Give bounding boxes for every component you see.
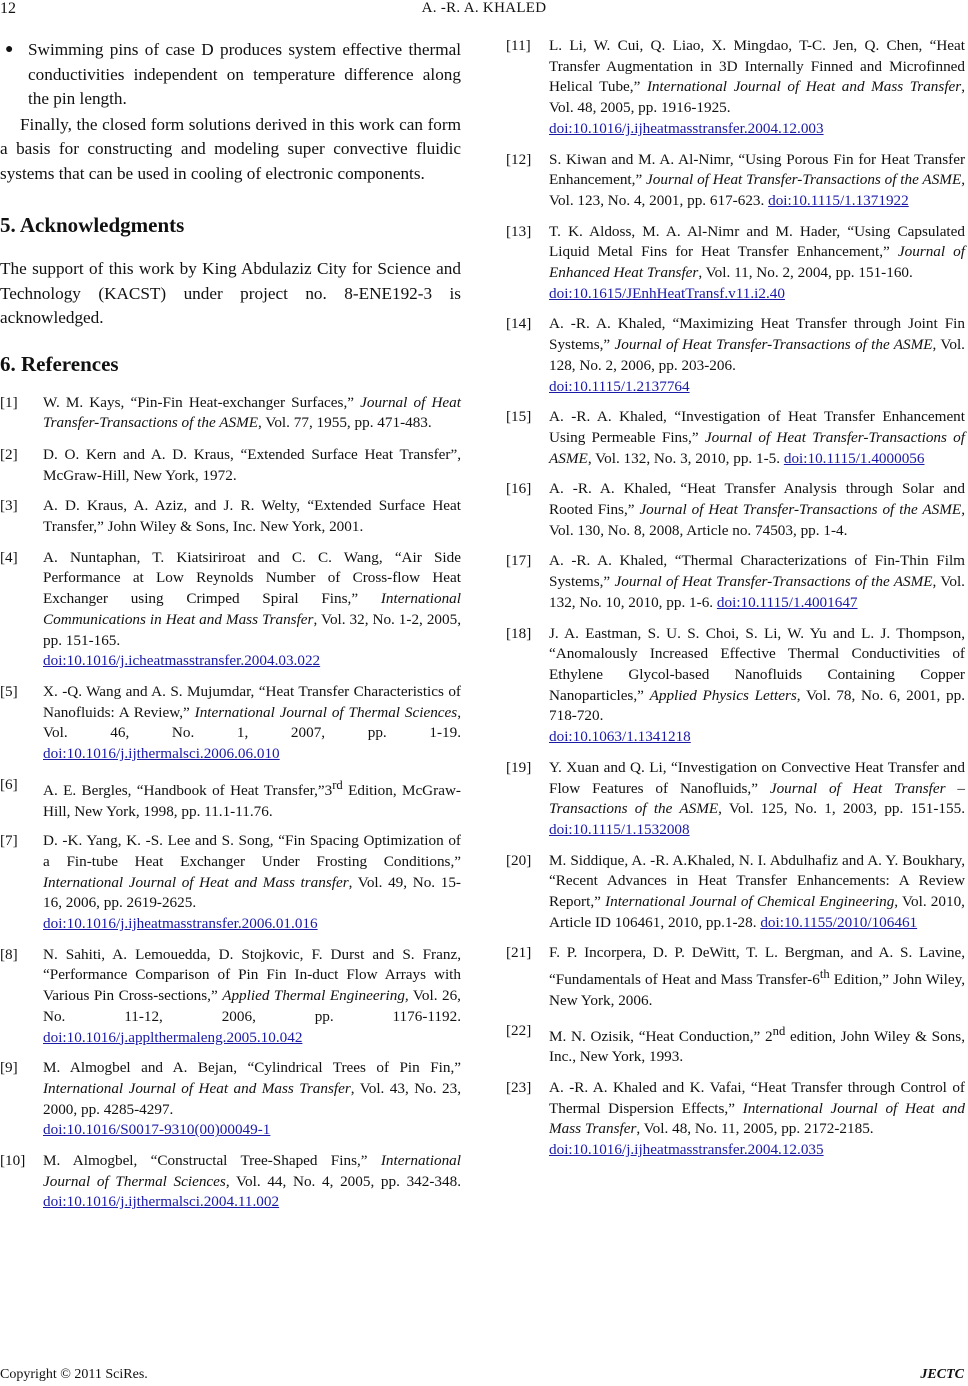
reference-item (0, 831, 461, 935)
reference-item (506, 624, 965, 748)
reference-text: N. Sahiti, A. Lemouedda, D. Stojkovic, F. Durst and S. Franz, “Performance Comparison of Pin Fin In-duct Flow Arrays with Various Pin Cross-sections,” (43, 945, 461, 1005)
reference-journal: Journal of Heat Transfer – Transactions of the ASME (549, 779, 965, 818)
reference-journal: International Journal of Heat and Mass Transfer (549, 1099, 965, 1138)
page-number: 12 (0, 0, 16, 17)
reference-number: [15] (506, 408, 532, 426)
reference-text: , Vol. 78, No. 6, 2001, pp. 718-720. (549, 686, 965, 725)
acknowledgments-text: The support of this work by King Abdulaziz City for Science and Technology (KACST) under project no. 8-ENE192-3 is acknowledged. (0, 259, 461, 327)
reference-number: [6] (0, 775, 18, 793)
reference-item (0, 445, 461, 486)
reference-item (0, 548, 461, 672)
reference-item (0, 945, 461, 1049)
right-column (506, 36, 965, 1161)
reference-text: , Vol. 44, No. 4, 2005, pp. 342-348. (225, 1172, 461, 1190)
doi-link[interactable]: doi:10.1016/j.ijheatmasstransfer.2006.01.016 (43, 915, 318, 933)
reference-journal: International Journal of Heat and Mass Transfer (43, 1079, 351, 1097)
reference-text: D. -K. Yang, K. -S. Lee and S. Song, “Fin Spacing Optimization of a Fin-tube Heat Exchanger Under Frosting Conditions,” (43, 832, 461, 870)
doi-link[interactable]: doi:10.1016/j.applthermaleng.2005.10.042 (43, 1028, 303, 1046)
reference-text: , Vol. 11, No. 2, 2004, pp. 151-160. (698, 264, 913, 282)
reference-item (0, 775, 461, 822)
reference-journal: Applied Physics Letters (649, 686, 797, 704)
reference-journal: Journal of Heat Transfer-Transactions of the ASME (646, 171, 962, 189)
journal-abbreviation: JECTC (920, 1367, 964, 1382)
reference-item (0, 682, 461, 765)
reference-number: [3] (0, 497, 18, 515)
reference-text: A. -R. A. Khaled, “Investigation of Heat Transfer Enhancement Using Permeable Fins,” (549, 408, 965, 446)
reference-journal: International Journal of Heat and Mass transfer (43, 873, 349, 891)
reference-text: , Vol. 43, No. 23, 2000, pp. 4285-4297. (43, 1079, 461, 1118)
reference-text: , Vol. 46, No. 1, 2007, pp. 1-19. (43, 703, 461, 742)
reference-item (506, 551, 965, 613)
reference-text: M. Almogbel and A. Bejan, “Cylindrical Trees of Pin Fin,” (43, 1059, 461, 1077)
reference-text: , Vol. 125, No. 1, 2003, pp. 151-155. (718, 800, 965, 818)
reference-text: , Vol. 130, No. 8, 2008, Article no. 74503, pp. 1-4. (549, 501, 965, 539)
reference-journal: Journal of Heat Transfer-Transactions of ASME (549, 428, 966, 467)
doi-link[interactable]: doi:10.1016/S0017-9310(00)00049-1 (43, 1121, 271, 1139)
reference-journal: Journal of Heat Transfer-Transactions of the ASME (639, 501, 962, 519)
doi-link[interactable]: doi:10.1155/2010/106461 (760, 913, 918, 931)
bullet-icon: ● (5, 42, 14, 57)
reference-item (506, 479, 965, 541)
reference-text: , Vol. 132, No. 3, 2010, pp. 1-5. (587, 449, 784, 467)
reference-text: A. -R. A. Khaled, “Maximizing Heat Transfer through Joint Fin Systems,” (549, 315, 965, 354)
reference-number: [20] (506, 851, 532, 869)
reference-text: T. K. Aldoss, M. A. Al-Nimr and M. Hader, “Using Capsulated Liquid Metal Fins for Heat Transfer Enhancement,” (549, 222, 965, 261)
reference-text: , Vol. 48, 2005, pp. 1916-1925. (549, 78, 965, 117)
conclusion-paragraph: Finally, the closed form solutions derived in this work can form a basis for constructing and modeling super convective fluidic systems that can be used in cooling of electronic components. (0, 114, 461, 183)
reference-number: [2] (0, 445, 18, 463)
reference-text: , Vol. 2010, Article ID 106461, 2010, pp.1-28. (549, 893, 965, 931)
reference-superscript: nd (772, 1023, 786, 1038)
reference-number: [22] (506, 1021, 532, 1039)
reference-item (506, 222, 965, 305)
reference-item (0, 1058, 461, 1141)
reference-number: [9] (0, 1059, 18, 1077)
reference-text: W. M. Kays, “Pin-Fin Heat-exchanger Surfaces,” (43, 393, 361, 411)
reference-number: [11] (506, 37, 531, 54)
reference-text: A. -R. A. Khaled and K. Vafai, “Heat Transfer through Control of Thermal Dispersion Effects,” (549, 1079, 965, 1117)
reference-number: [23] (506, 1079, 532, 1097)
reference-list-right (506, 36, 965, 1161)
reference-number: [21] (506, 944, 532, 962)
doi-link[interactable]: doi:10.1615/JEnhHeatTransf.v11.i2.40 (549, 284, 785, 302)
reference-number: [4] (0, 548, 18, 566)
reference-number: [18] (506, 624, 532, 642)
doi-link[interactable]: doi:10.1016/j.ijthermalsci.2004.11.002 (43, 1193, 280, 1211)
reference-text: , Vol. 77, 1955, pp. 471-483. (258, 414, 432, 432)
reference-number: [12] (506, 150, 532, 168)
reference-text: D. O. Kern and A. D. Kraus, “Extended Surface Heat Transfer”, McGraw-Hill, New York, 1972. (43, 445, 461, 484)
reference-item (0, 393, 461, 434)
reference-item (506, 150, 965, 212)
reference-number: [17] (506, 552, 532, 570)
reference-journal: International Journal of Heat and Mass Transfer (646, 78, 962, 96)
reference-text: A. -R. A. Khaled, “Heat Transfer Analysis through Solar and Rooted Fins,” (549, 480, 965, 519)
reference-superscript: rd (332, 777, 343, 792)
reference-number: [7] (0, 832, 18, 850)
reference-text: L. Li, W. Cui, Q. Liao, X. Mingdao, T-C. Jen, Q. Chen, “Heat Transfer Augmentation in 3D Internally Finned and Microfinned Helical Tube,” (549, 37, 965, 96)
reference-journal: Journal of Enhanced Heat Transfer (549, 243, 965, 282)
reference-text: , Vol. 32, No. 1-2, 2005, pp. 151-165. (43, 610, 461, 649)
reference-text: A. E. Bergles, “Handbook of Heat Transfer,”3 (43, 781, 333, 799)
reference-text: F. P. Incorpera, D. P. DeWitt, T. L. Bergman, and A. S. Lavine, “Fundamentals of Heat and Mass Transfer-6 (549, 944, 965, 989)
reference-text: A. Nuntaphan, T. Kiatsiriroat and C. C. Wang, “Air Side Performance at Low Reynolds Number of Cross-flow Heat Exchanger using Crimped Spiral Fins,” (43, 548, 461, 608)
reference-number: [16] (506, 480, 532, 498)
doi-link[interactable]: doi:10.1016/j.ijthermalsci.2006.06.010 (43, 745, 280, 763)
reference-number: [1] (0, 393, 18, 411)
references-heading: 6. References (0, 351, 119, 376)
reference-item (0, 1151, 461, 1213)
reference-text: , Vol. 128, No. 2, 2006, pp. 203-206. (549, 336, 965, 374)
reference-item (506, 407, 965, 469)
bullet-text: Swimming pins of case D produces system effective thermal conductivities independent on temperature difference along the pin length. (28, 40, 461, 108)
reference-journal: International Journal of Thermal Sciences (194, 703, 458, 721)
reference-text: A. D. Kraus, A. Aziz, and J. R. Welty, “Extended Surface Heat Transfer,” John Wiley & Sons, Inc. New York, 2001. (43, 497, 461, 536)
reference-journal: International Journal of Thermal Sciences (43, 1152, 461, 1190)
left-column (0, 38, 461, 1213)
running-header-author: A. -R. A. KHALED (421, 0, 547, 16)
reference-item (506, 314, 965, 397)
doi-link[interactable]: doi:10.1115/1.1532008 (549, 820, 690, 838)
reference-text: M. N. Ozisik, “Heat Conduction,” 2 (549, 1027, 773, 1045)
reference-item (506, 1021, 965, 1068)
reference-text: , Vol. 123, No. 4, 2001, pp. 617-623. (549, 171, 966, 209)
reference-item (506, 758, 965, 841)
reference-number: [14] (506, 315, 532, 333)
reference-text: , Vol. 49, No. 15-16, 2006, pp. 2619-2625. (43, 873, 461, 912)
reference-text: S. Kiwan and M. A. Al-Nimr, “Using Porous Fin for Heat Transfer Enhancement,” (549, 150, 965, 189)
reference-text: A. -R. A. Khaled, “Thermal Characterizations of Fin-Thin Film Systems,” (549, 552, 965, 591)
reference-text: , Vol. 48, No. 11, 2005, pp. 2172-2185. (636, 1120, 874, 1138)
reference-journal: Journal of Heat Transfer-Transactions of the ASME (43, 393, 461, 432)
doi-link[interactable]: doi:10.1016/j.ijheatmasstransfer.2004.12.003 (549, 119, 824, 137)
reference-number: [8] (0, 945, 18, 963)
reference-text: Vol. 26, No. 11-12, 2006, pp. 1176-1192. (43, 987, 461, 1025)
bullet-list-item (0, 38, 461, 112)
reference-text: M. Almogbel, “Constructal Tree-Shaped Fins,” (43, 1152, 381, 1170)
reference-item (506, 943, 965, 1011)
reference-item (0, 496, 461, 537)
doi-link[interactable]: doi:10.1115/1.4001647 (716, 593, 858, 611)
reference-item (506, 36, 965, 140)
reference-text: X. -Q. Wang and A. S. Mujumdar, “Heat Transfer Characteristics of Nanofluids: A Review,” (43, 682, 461, 721)
reference-journal: Journal of Heat Transfer-Transactions of the ASME (614, 336, 933, 354)
reference-text: edition, John Wiley & Sons, Inc., New York, 1993. (549, 1027, 965, 1066)
reference-number: [13] (506, 222, 532, 240)
reference-journal: International Journal of Chemical Engineering (605, 893, 895, 911)
reference-list-left (0, 393, 461, 1214)
doi-link[interactable]: doi:10.1016/j.icheatmasstransfer.2004.03.022 (43, 652, 321, 670)
reference-journal: Journal of Heat Transfer-Transactions of the ASME (614, 573, 933, 591)
reference-item (506, 851, 965, 934)
doi-link[interactable]: doi:10.1115/1.2137764 (549, 377, 690, 395)
reference-item (506, 1078, 965, 1161)
reference-number: [5] (0, 682, 18, 700)
reference-text: Edition,” John Wiley, New York, 2006. (549, 971, 965, 1009)
doi-link[interactable]: doi:10.1115/1.4000056 (783, 449, 925, 467)
reference-journal: Applied Thermal Engineering, (222, 987, 409, 1005)
copyright-notice: Copyright © 2011 SciRes. (0, 1367, 148, 1382)
reference-number: [19] (506, 758, 532, 776)
doi-link[interactable]: doi:10.1115/1.1371922 (768, 191, 909, 209)
reference-text: , Vol. 132, No. 10, 2010, pp. 1-6. (549, 573, 965, 611)
doi-link[interactable]: doi:10.1063/1.1341218 (549, 728, 691, 746)
reference-number: [10] (0, 1152, 26, 1170)
reference-journal: International Communications in Heat and Mass Transfer (43, 590, 461, 628)
doi-link[interactable]: doi:10.1016/j.ijheatmasstransfer.2004.12.035 (549, 1141, 824, 1159)
reference-text: M. Siddique, A. -R. A.Khaled, N. I. Abdulhafiz and A. Y. Boukhary, “Recent Advances in Heat Transfer Enhancements: A Review Report,” (549, 851, 965, 911)
acknowledgments-heading: 5. Acknowledgments (0, 213, 185, 237)
reference-text: Y. Xuan and Q. Li, “Investigation on Convective Heat Transfer and Flow Features of Nanofluids,” (549, 758, 965, 797)
reference-superscript: th (819, 967, 830, 982)
reference-text: Edition, McGraw-Hill, New York, 1998, pp. 11.1-11.76. (43, 781, 461, 820)
reference-text: J. A. Eastman, S. U. S. Choi, S. Li, W. Yu and L. J. Thompson, “Anomalously Increased Effective Thermal Conductivities of Ethylene Glycol-based Nanofluids Containing Copper Nanoparticles,” (549, 624, 965, 704)
